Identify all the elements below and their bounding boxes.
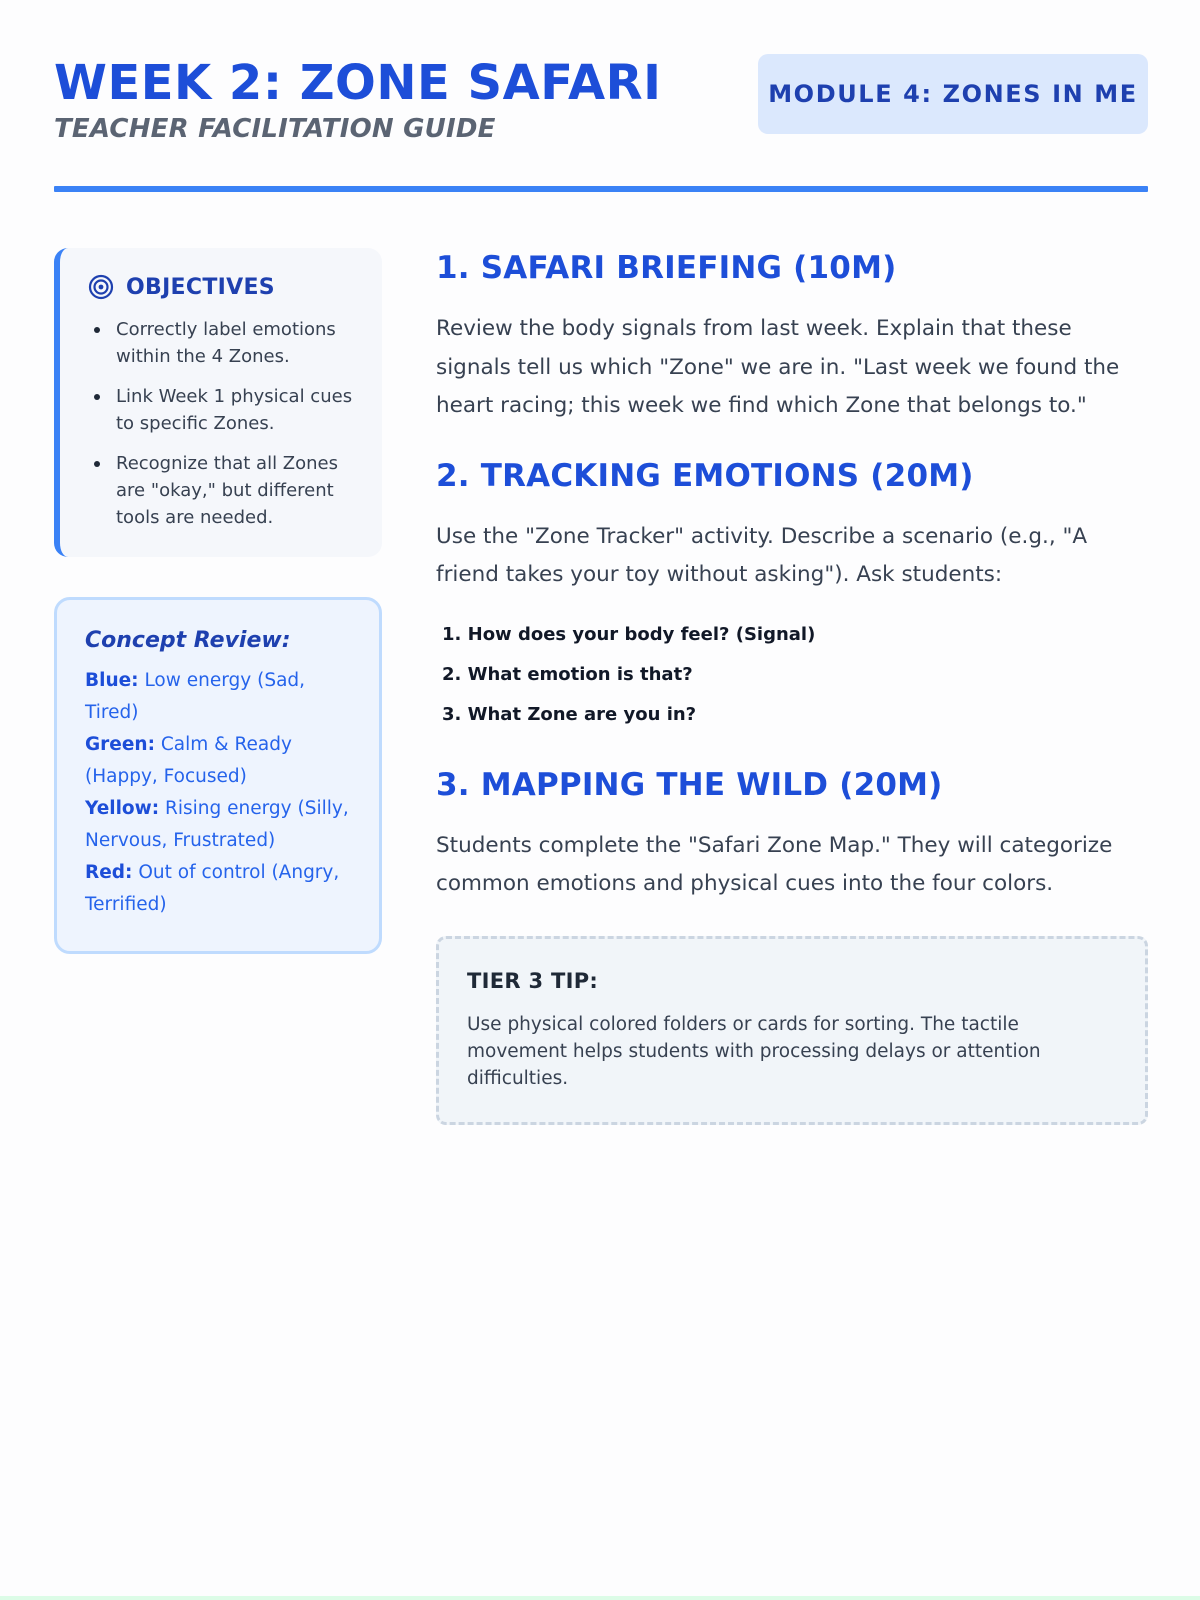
question-item: 2. What emotion is that? <box>442 663 693 685</box>
zone-description: Rising energy (Silly, Nervous, Frustrated) <box>85 798 349 851</box>
objectives-title: OBJECTIVES <box>126 274 275 300</box>
concept-review-card <box>54 597 382 954</box>
zone-description: Low energy (Sad, Tired) <box>85 670 306 723</box>
section-body: Review the body signals from last week. Explain that these signals tell us which "Zone" we are in. "Last week we found the heart racing; this week we find which Zone that belongs to." <box>436 316 1120 418</box>
zone-red <box>85 857 355 921</box>
zone-description: Out of control (Angry, Terrified) <box>85 862 340 915</box>
section-body: Use the "Zone Tracker" activity. Describe a scenario (e.g., "A friend takes your toy without asking"). Ask students: <box>436 523 1088 587</box>
zone-name: Blue: <box>85 670 139 691</box>
tip-body: Use physical colored folders or cards for sorting. The tactile movement helps students with processing delays or attention difficulties. <box>467 1013 1041 1089</box>
zone-description: Calm & Ready (Happy, Focused) <box>85 734 292 787</box>
sidebar <box>54 248 382 954</box>
zone-name: Yellow: <box>85 798 160 819</box>
module-badge: MODULE 4: ZONES IN ME <box>758 54 1148 134</box>
section-title: 1. SAFARI BRIEFING (10M) <box>436 250 897 286</box>
section-body: Students complete the "Safari Zone Map." They will categorize common emotions and physical cues into the four colors. <box>436 832 1113 896</box>
objectives-header <box>88 274 358 300</box>
header-divider <box>54 186 1148 192</box>
question-list <box>436 615 1148 735</box>
zone-yellow <box>85 793 355 857</box>
objective-item: Correctly label emotions within the 4 Zones. <box>88 316 358 370</box>
guide-page <box>54 54 1148 1089</box>
target-icon <box>88 274 114 300</box>
zone-green <box>85 729 355 793</box>
section-safari-briefing <box>436 248 1148 426</box>
tip-title: TIER 3 TIP: <box>467 968 599 993</box>
objective-item: Link Week 1 physical cues to specific Zones. <box>88 383 358 437</box>
tier-3-tip-box <box>436 936 1148 1125</box>
zone-blue <box>85 665 355 729</box>
question-item: 3. What Zone are you in? <box>442 703 697 725</box>
main-content <box>436 248 1148 1125</box>
page-title: WEEK 2: ZONE SAFARI <box>54 55 662 111</box>
page-subtitle: TEACHER FACILITATION GUIDE <box>54 114 496 144</box>
section-title: 2. TRACKING EMOTIONS (20M) <box>436 457 974 494</box>
bottom-strip <box>0 1596 1200 1600</box>
section-title: 3. MAPPING THE WILD (20M) <box>436 766 943 803</box>
page-header <box>54 54 1148 192</box>
section-tracking-emotions <box>436 456 1148 735</box>
question-item: 1. How does your body feel? (Signal) <box>442 623 816 645</box>
objectives-card <box>54 248 382 557</box>
objective-item: Recognize that all Zones are "okay," but different tools are needed. <box>88 450 358 531</box>
objectives-list <box>88 316 358 531</box>
zone-name: Green: <box>85 734 155 755</box>
zone-name: Red: <box>85 862 133 883</box>
section-mapping-the-wild <box>436 765 1148 904</box>
concept-review-title: Concept Review: <box>85 628 291 653</box>
